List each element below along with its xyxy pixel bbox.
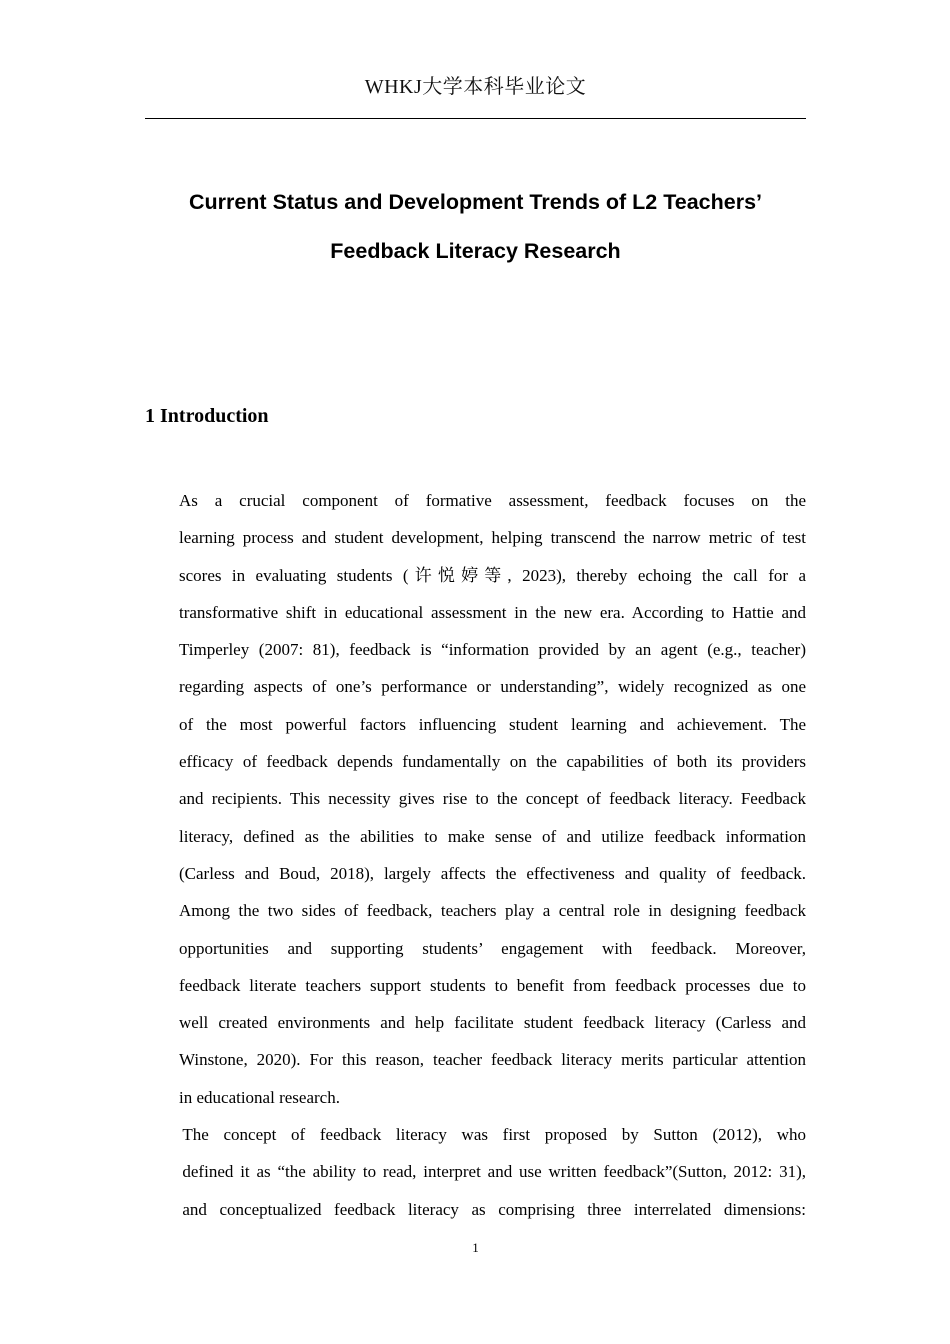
text-line: of the most powerful factors influencing student learning and achievement. The <box>179 714 806 734</box>
title-line-2: Feedback Literacy Research <box>330 239 621 263</box>
text-line: regarding aspects of one’s performance or understanding”, widely recognized as one <box>179 677 806 697</box>
text-line: Among the two sides of feedback, teachers play a central role in designing feedback <box>179 901 806 921</box>
section-heading: 1 Introduction <box>145 405 269 427</box>
text-line: in educational research. <box>179 1087 340 1107</box>
text-line: learning process and student development, helping transcend the narrow metric of test <box>179 528 806 548</box>
text-line: efficacy of feedback depends fundamentally on the capabilities of both its providers <box>179 752 806 772</box>
text-line: scores in evaluating students (许悦婷等, 2023), thereby echoing the call for a <box>179 565 806 585</box>
text-line: Winstone, 2020). For this reason, teacher feedback literacy merits particular attention <box>179 1050 806 1070</box>
text-line: As a crucial component of formative assessment, feedback focuses on the <box>179 491 806 510</box>
text-line: The concept of feedback literacy was first proposed by Sutton (2012), who <box>182 1125 806 1145</box>
text-line: Timperley (2007: 81), feedback is “information provided by an agent (e.g., teacher) <box>179 640 806 660</box>
text-line: opportunities and supporting students’ engagement with feedback. Moreover, <box>179 938 806 958</box>
header-divider <box>145 118 806 119</box>
title-line-1: Current Status and Development Trends of L2 Teachers’ <box>188 190 763 214</box>
text-line: well created environments and help facilitate student feedback literacy (Carless and <box>179 1013 806 1033</box>
body-text <box>145 482 806 1228</box>
running-header: WHKJ大学本科毕业论文 <box>364 76 587 98</box>
text-line: feedback literate teachers support students to benefit from feedback processes due to <box>179 975 806 995</box>
paragraph-1 <box>145 482 806 1116</box>
page-number: 1 <box>472 1240 479 1255</box>
text-line: and recipients. This necessity gives rise to the concept of feedback literacy. Feedback <box>179 789 806 809</box>
paragraph-2 <box>145 1116 806 1228</box>
text-line: transformative shift in educational assessment in the new era. According to Hattie and <box>179 602 806 622</box>
text-line: and conceptualized feedback literacy as comprising three interrelated dimensions: <box>182 1199 806 1219</box>
text-line: (Carless and Boud, 2018), largely affects the effectiveness and quality of feedback. <box>179 863 806 883</box>
paper-title <box>145 178 806 276</box>
text-line: defined it as “the ability to read, interpret and use written feedback”(Sutton, 2012: 31), <box>182 1162 806 1182</box>
text-line: literacy, defined as the abilities to make sense of and utilize feedback information <box>179 826 806 846</box>
